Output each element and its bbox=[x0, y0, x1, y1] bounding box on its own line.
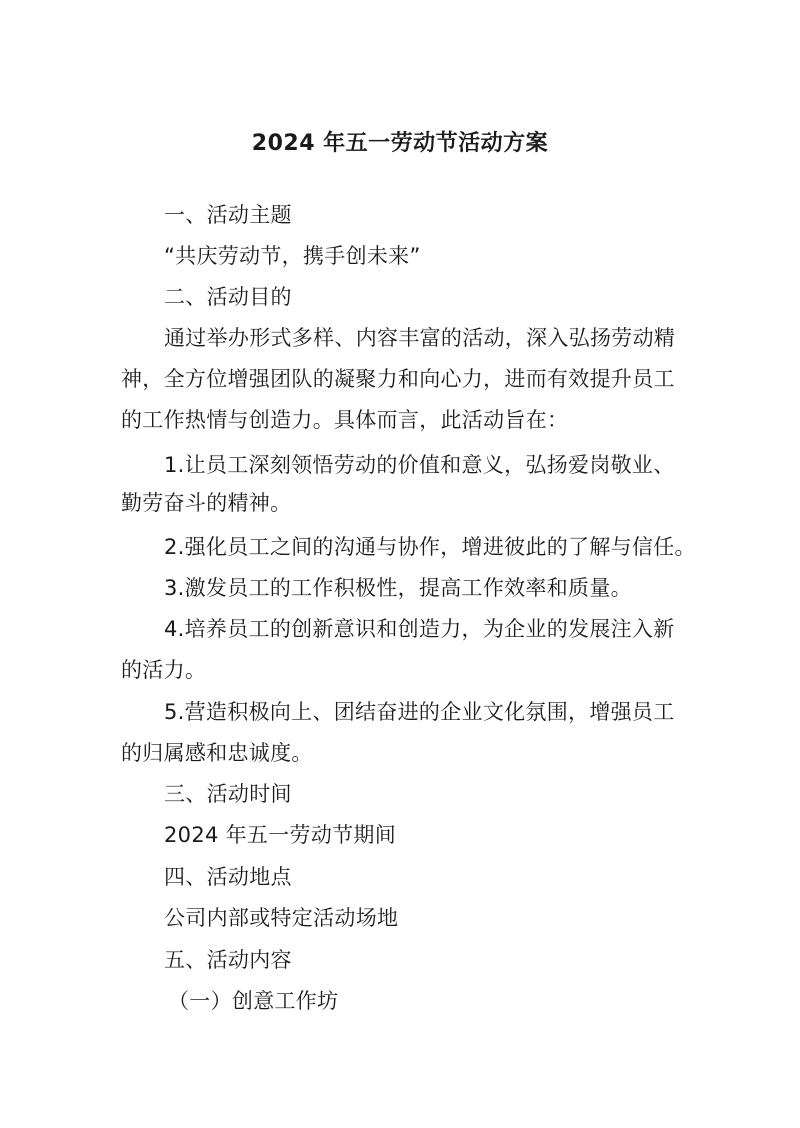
section-heading-purpose: 二、活动目的 bbox=[164, 285, 292, 309]
location-text: 公司内部或特定活动场地 bbox=[164, 906, 399, 930]
list-item-1: 1.让员工深刻领悟劳动的价值和意义，弘扬爱岗敬业、 bbox=[164, 453, 675, 477]
purpose-paragraph-line: 神，全方位增强团队的凝聚力和向心力，进而有效提升员工 bbox=[121, 367, 675, 391]
list-item-2: 2.强化员工之间的沟通与协作，增进彼此的了解与信任。 bbox=[164, 535, 696, 559]
theme-text: “共庆劳动节，携手创未来” bbox=[164, 244, 421, 268]
subsection-heading-workshop: （一）创意工作坊 bbox=[168, 989, 339, 1013]
section-heading-content: 五、活动内容 bbox=[164, 948, 292, 972]
purpose-paragraph-line: 通过举办形式多样、内容丰富的活动，深入弘扬劳动精 bbox=[164, 326, 676, 350]
list-item-4: 4.培养员工的创新意识和创造力，为企业的发展注入新 bbox=[164, 617, 675, 641]
list-item-5: 5.营造积极向上、团结奋进的企业文化氛围，增强员工 bbox=[164, 700, 675, 724]
document-title: 2024 年五一劳动节活动方案 bbox=[251, 131, 549, 156]
section-heading-location: 四、活动地点 bbox=[164, 865, 292, 889]
list-item-3: 3.激发员工的工作积极性，提高工作效率和质量。 bbox=[164, 576, 632, 600]
section-heading-theme: 一、活动主题 bbox=[164, 203, 292, 227]
section-heading-time: 三、活动时间 bbox=[164, 782, 292, 806]
list-item-4-continued: 的活力。 bbox=[121, 658, 207, 682]
list-item-5-continued: 的归属感和忠诚度。 bbox=[121, 741, 313, 765]
list-item-1-continued: 勤劳奋斗的精神。 bbox=[121, 491, 292, 515]
time-text: 2024 年五一劳动节期间 bbox=[164, 823, 397, 847]
purpose-paragraph-line: 的工作热情与创造力。具体而言，此活动旨在： bbox=[121, 408, 569, 432]
